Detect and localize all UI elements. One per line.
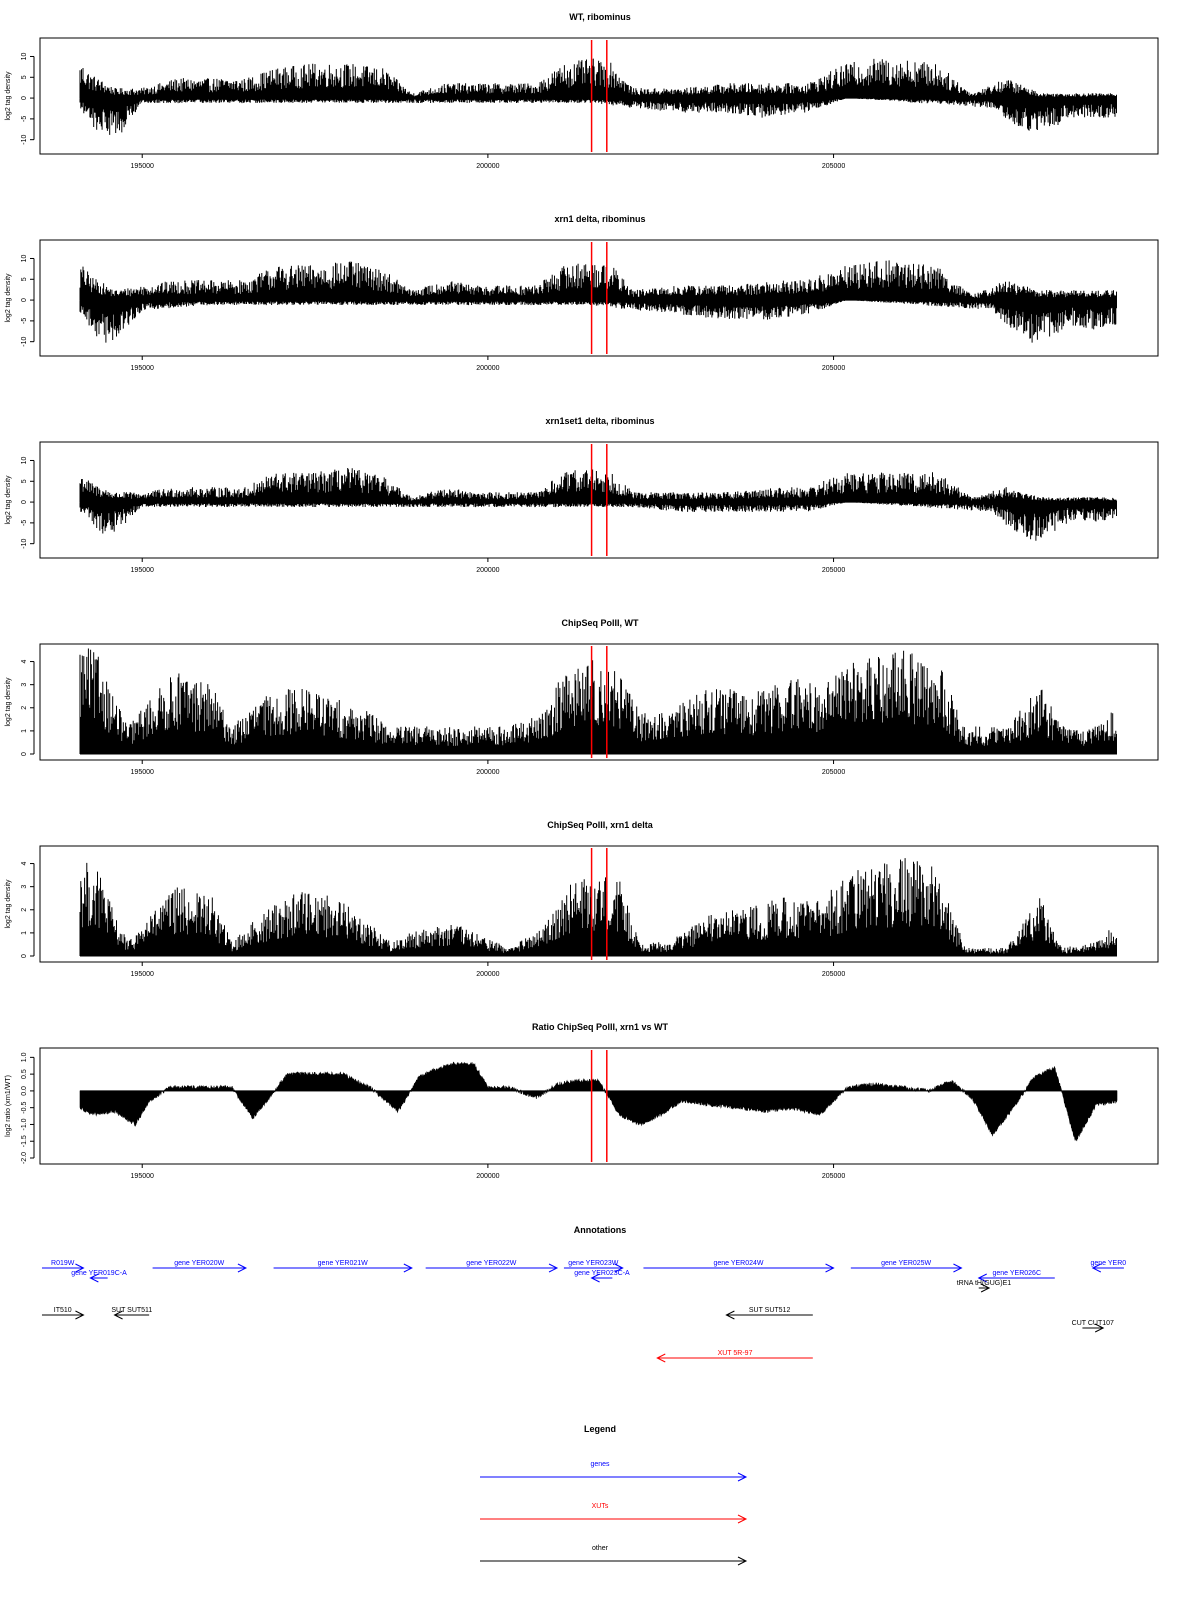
x-tick-label: 205000 [821,1173,846,1180]
x-tick-label: 195000 [130,163,154,170]
feature-other [111,1307,152,1319]
x-tick-label: 200000 [476,163,500,170]
y-axis-label: log2 tag density [5,71,12,121]
feature-label: gene YER020W [174,1260,225,1267]
ratio-area [80,1062,1117,1141]
panel-6 [5,1022,1158,1180]
feature-other [1072,1320,1114,1332]
y-tick-label: 0 [21,954,28,958]
x-tick-label: 195000 [130,769,154,776]
feature-gene [643,1260,833,1272]
x-tick-label: 200000 [476,567,500,574]
x-tick-label: 205000 [821,769,846,776]
y-tick-label: -10 [21,134,28,145]
legend-entry [480,1503,746,1523]
feature-gene [574,1270,630,1282]
feature-label: gene YER023C-A [574,1270,630,1277]
x-tick-label: 195000 [130,567,154,574]
y-tick-label: 0 [21,96,28,101]
y-tick-label: -0.5 [21,1101,28,1114]
y-tick-label: 1 [21,728,28,733]
panel-1 [5,12,1158,170]
legend-entry [480,1545,746,1565]
legend-entry-label: genes [590,1461,610,1468]
coverage-bars-plus [80,260,1117,300]
x-tick-label: 200000 [476,1173,500,1180]
feature-label: SUT SUT512 [748,1307,791,1314]
feature-XUT [657,1350,813,1362]
y-tick-label: 0 [21,298,28,303]
x-tick-label: 205000 [821,163,846,170]
y-tick-label: 10 [21,254,28,263]
y-tick-label: 1 [21,930,28,935]
feature-label: IT510 [53,1307,72,1314]
y-tick-label: 2 [21,705,28,710]
feature-other [726,1307,812,1319]
y-tick-label: 10 [21,456,28,465]
feature-gene [274,1260,412,1272]
y-tick-label: 1.0 [21,1052,28,1063]
y-tick-label: 3 [21,884,28,889]
feature-label: gene YER019C-A [71,1270,127,1277]
coverage-bars-minus [80,502,1117,541]
y-tick-label: 0 [21,752,28,756]
y-tick-label: -2.0 [21,1151,28,1165]
x-tick-label: 205000 [821,567,846,574]
x-tick-label: 200000 [476,769,500,776]
panel-2 [5,214,1158,372]
feature-label: tRNA tH(GUG)E1 [956,1280,1012,1287]
y-tick-label: -5 [21,317,28,324]
y-tick-label: 5 [21,277,28,282]
panel-title: WT, ribominus [569,12,631,22]
legend-entry [480,1461,746,1481]
feature-other [957,1280,1012,1292]
y-tick-label: 0.5 [21,1069,28,1079]
coverage-bars-plus [80,649,1117,755]
feature-gene [153,1260,246,1272]
y-axis-label: log2 tag density [5,273,12,323]
x-tick-label: 200000 [476,365,500,372]
y-axis-label: log2 tag density [5,879,12,929]
feature-label: gene YER021W [317,1260,368,1267]
y-tick-label: -5 [21,115,28,122]
y-tick-label: 3 [21,682,28,687]
feature-gene [426,1260,557,1272]
y-axis-label: log2 ratio (xrn1/WT) [5,1075,12,1137]
feature-label: gene YER025W [881,1260,932,1267]
y-tick-label: 5 [21,479,28,484]
coverage-bars-plus [80,59,1117,99]
y-tick-label: 0 [21,500,28,505]
coverage-bars-plus [80,468,1117,502]
annotations-title: Annotations [573,1225,627,1235]
feature-label: gene YER0 [1090,1260,1127,1267]
y-tick-label: 2 [21,907,28,912]
panel-4 [5,618,1158,776]
x-tick-label: 205000 [821,971,846,978]
y-tick-label: 4 [21,659,28,664]
panel-title: Ratio ChipSeq PolII, xrn1 vs WT [531,1022,669,1032]
y-tick-label: 4 [21,861,28,866]
coverage-bars-plus [80,858,1117,956]
feature-gene [851,1260,962,1272]
y-tick-label: -1.5 [21,1135,28,1148]
y-tick-label: 10 [21,52,28,61]
x-tick-label: 195000 [130,971,154,978]
panel-title: xrn1set1 delta, ribominus [545,416,655,426]
coverage-bars-minus [80,300,1117,343]
feature-label: gene YER022W [466,1260,517,1267]
x-tick-label: 200000 [476,971,500,978]
y-tick-label: -1.0 [21,1118,28,1131]
feature-gene [71,1270,127,1282]
feature-label: SUT SUT511 [111,1307,153,1314]
x-tick-label: 195000 [130,365,154,372]
feature-label: gene YER023W [568,1260,619,1267]
panel-3 [5,416,1158,574]
feature-label: XUT 5R-97 [717,1350,753,1357]
y-axis-label: log2 tag density [5,475,12,525]
y-tick-label: 5 [21,75,28,80]
y-tick-label: 0.0 [21,1086,28,1096]
feature-gene [1091,1260,1127,1272]
y-tick-label: -10 [21,538,28,549]
x-tick-label: 195000 [130,1173,154,1180]
panel-title: xrn1 delta, ribominus [554,214,646,224]
legend-entry-label: other [592,1545,608,1552]
feature-label: R019W [51,1260,75,1267]
feature-other [42,1307,83,1319]
coverage-bars-minus [80,98,1117,135]
y-tick-label: -10 [21,336,28,347]
annotations-track [574,1225,627,1235]
x-tick-label: 205000 [821,365,846,372]
panel-title: ChipSeq PolII, WT [561,618,639,628]
panel-5 [5,820,1158,978]
panel-title: ChipSeq PolII, xrn1 delta [547,820,653,830]
feature-label: gene YER024W [713,1260,764,1267]
feature-label: gene YER026C [992,1270,1042,1277]
legend-title: Legend [583,1424,617,1434]
y-axis-label: log2 tag density [5,677,12,727]
y-tick-label: -5 [21,519,28,526]
legend [584,1424,616,1434]
feature-label: CUT CUT107 [1071,1320,1114,1327]
legend-entry-label: XUTs [591,1503,609,1510]
